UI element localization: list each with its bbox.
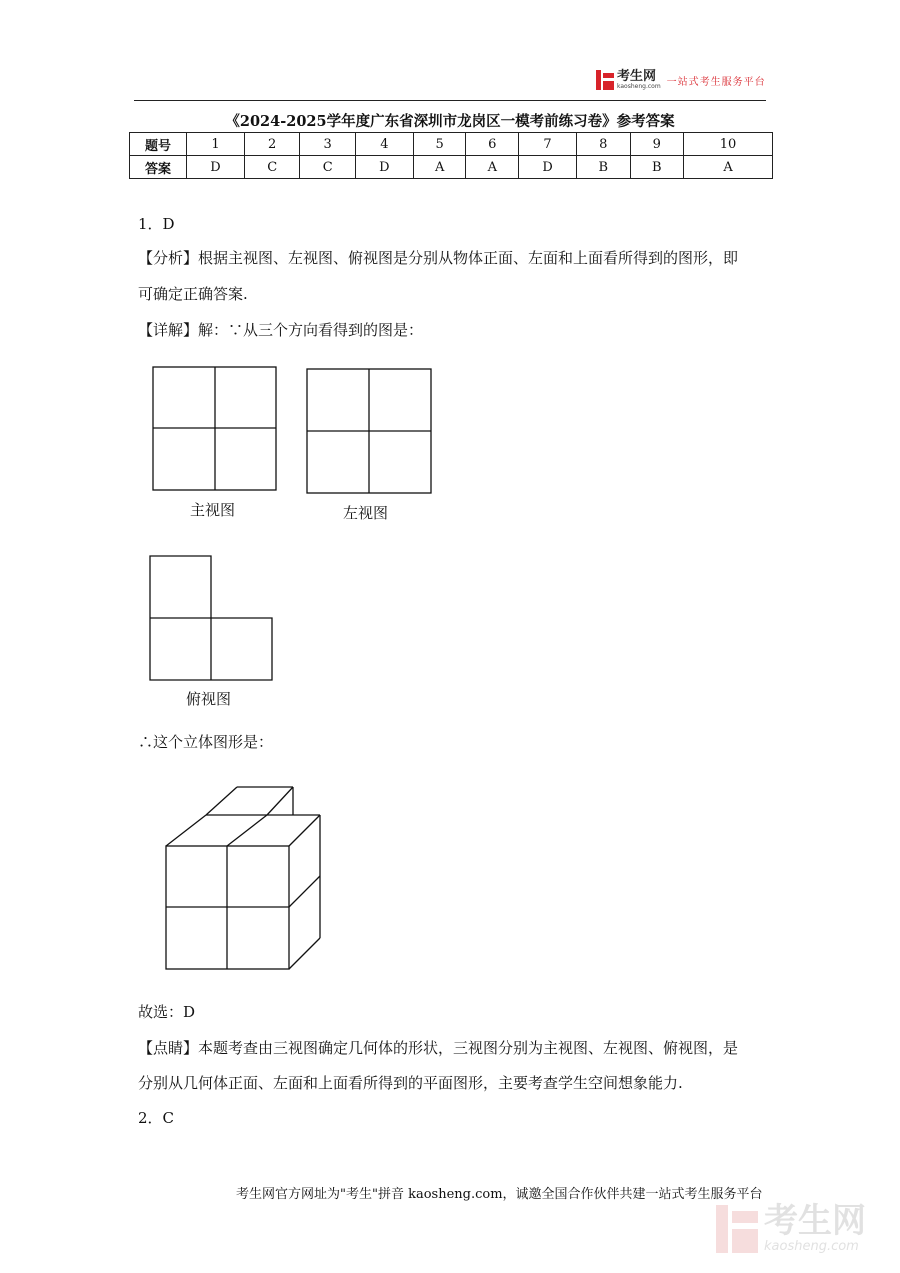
answer-cell: D [355,156,413,179]
question-number: 8 [577,133,631,156]
watermark [716,1201,866,1254]
question-number: 10 [684,133,773,156]
logo-domain: kaosheng.com [617,83,661,90]
row-header-answer: 答案 [130,156,187,179]
three-views-figure [140,355,450,715]
question-number: 1 [187,133,245,156]
question-number: 2 [244,133,299,156]
watermark-logo-icon [716,1205,758,1253]
left-view-label: 左视图 [343,504,389,522]
q1-choose: 故选：D [138,1003,196,1021]
watermark-name: 考生网 [764,1201,866,1241]
question-number: 4 [355,133,413,156]
q2-heading: 2．C [138,1109,175,1127]
answer-cell: C [300,156,355,179]
header-logo [596,70,766,90]
solid-figure [155,775,335,980]
q1-analysis-line2: 可确定正确答案. [138,285,248,303]
q1-analysis-line1: 【分析】根据主视图、左视图、俯视图是分别从物体正面、左面和上面看所得到的图形，即 [138,249,739,267]
answer-cell: A [413,156,466,179]
kaosheng-logo-icon [596,70,614,90]
answer-cell: B [630,156,684,179]
answer-table [129,132,773,179]
question-number: 7 [519,133,577,156]
question-number: 5 [413,133,466,156]
document-title: 《2024-2025学年度广东省深圳市龙岗区一模考前练习卷》参考答案 [225,113,675,130]
logo-slogan: 一站式考生服务平台 [666,76,766,88]
answer-cell: B [577,156,631,179]
header-divider [134,100,766,101]
footer-text: 考生网官方网址为"考生"拼音 kaosheng.com，诚邀全国合作伙伴共建一站式考生服务平台 [236,1187,763,1202]
table-row [130,156,773,179]
answer-cell: A [466,156,519,179]
question-number: 9 [630,133,684,156]
logo-name: 考生网 [617,69,657,84]
question-number: 6 [466,133,519,156]
row-header-number: 题号 [130,133,187,156]
q1-therefore: ∴这个立体图形是： [138,733,274,751]
top-view-label: 俯视图 [186,690,232,708]
q1-detail: 【详解】解：∵从三个方向看得到的图是： [138,321,424,339]
q1-comment-line1: 【点睛】本题考查由三视图确定几何体的形状，三视图分别为主视图、左视图、俯视图，是 [138,1039,739,1057]
answer-cell: A [684,156,773,179]
q1-comment-line2: 分别从几何体正面、左面和上面看所得到的平面图形，主要考查学生空间想象能力. [138,1074,683,1092]
answer-cell: D [519,156,577,179]
answer-cell: C [244,156,299,179]
question-number: 3 [300,133,355,156]
answer-cell: D [187,156,245,179]
q1-heading: 1．D [138,215,175,233]
table-row [130,133,773,156]
watermark-domain: kaosheng.com [764,1239,859,1254]
front-view-label: 主视图 [190,501,236,519]
